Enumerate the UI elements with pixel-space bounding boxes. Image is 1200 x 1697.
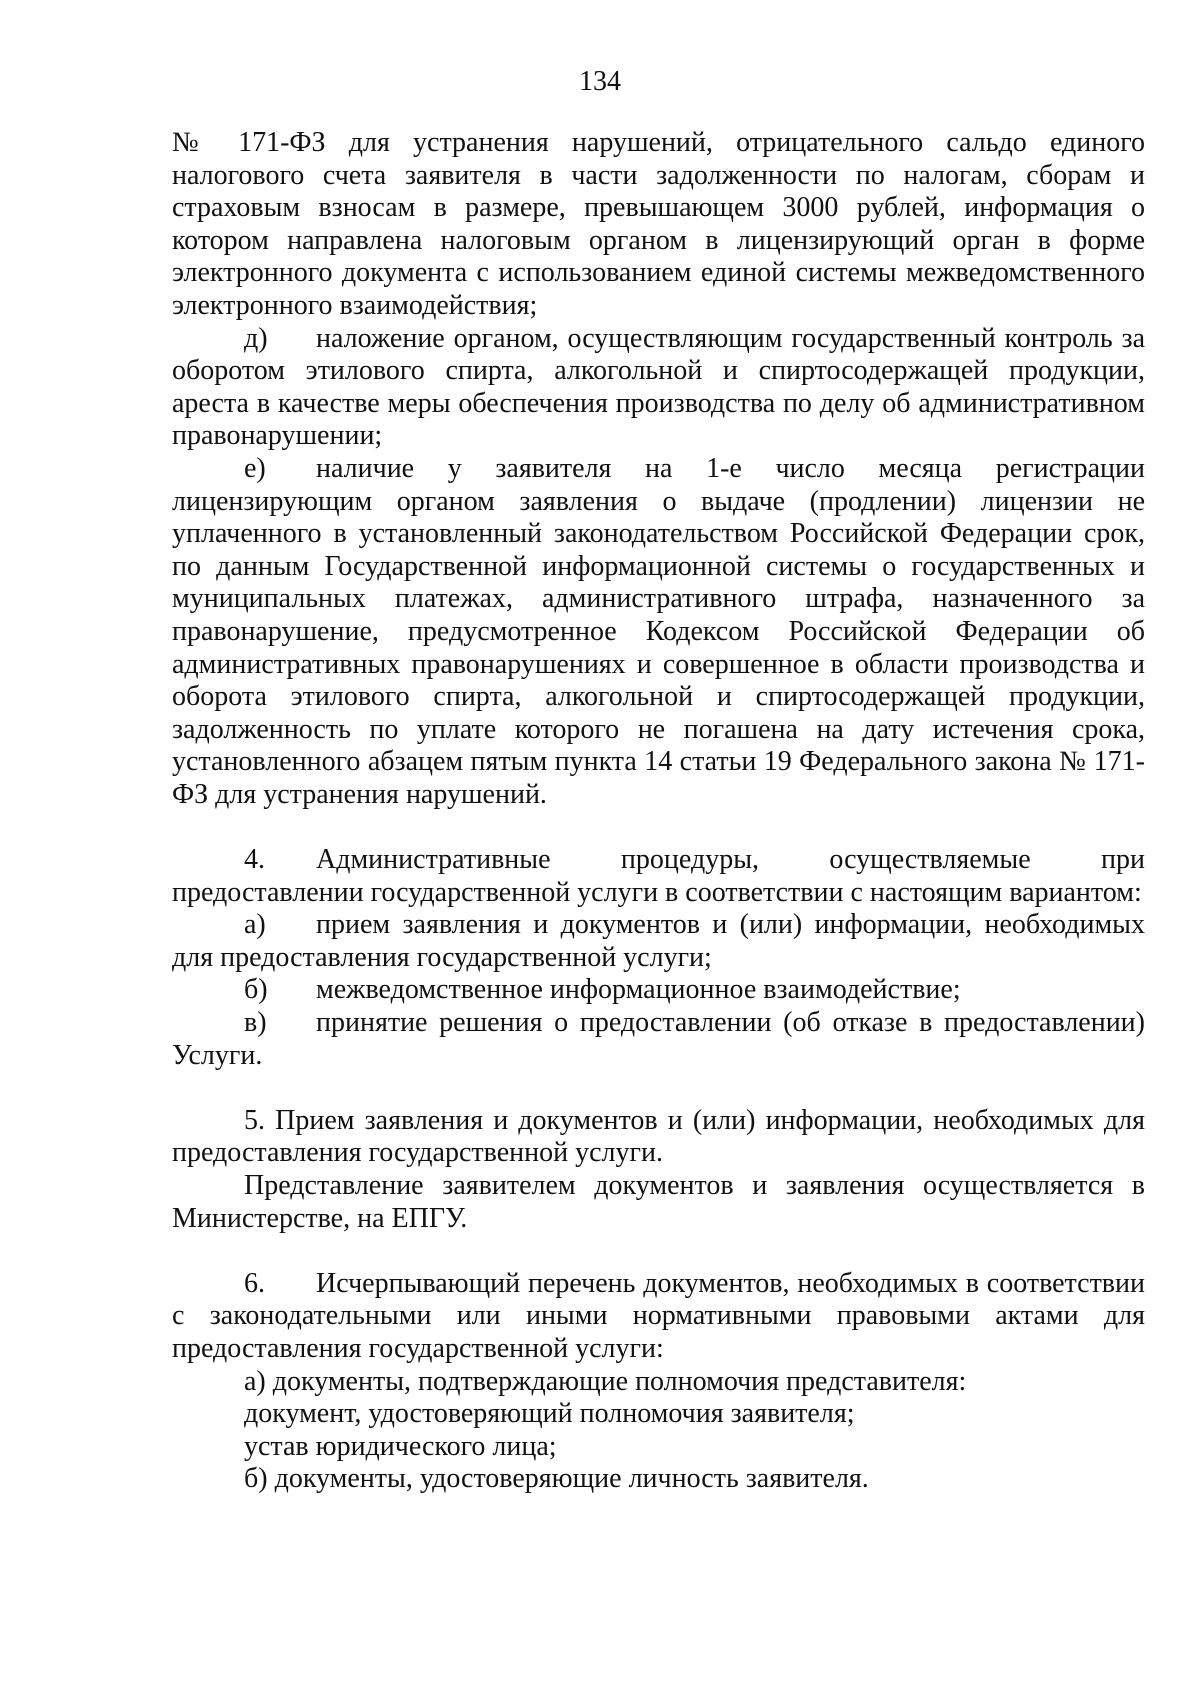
section-number: 6. <box>244 1267 265 1299</box>
item-text: межведомственное информационное взаимодействие; <box>316 974 961 1006</box>
item-text: прием заявления и документов и (или) информации, необходимых для предоставления государственной услуги; <box>172 909 1145 973</box>
section-text: Административные процедуры, осуществляемые при предоставлении государственной услуги в соответствии с настоящим вариантом: <box>172 844 1145 908</box>
section-6-heading <box>172 1268 1145 1366</box>
paragraph-submission: Представление заявителем документов и заявления осуществляется в Министерстве, на ЕПГУ. <box>172 1170 1145 1234</box>
section-number: 4. <box>244 844 265 876</box>
section-4-heading <box>172 844 1145 909</box>
item-marker: б) <box>244 974 268 1006</box>
paragraph-item-b <box>172 974 1145 1007</box>
page-number: 134 <box>579 66 621 97</box>
item-marker: д) <box>244 322 268 354</box>
section-5-heading: 5. Прием заявления и документов и (или) информации, необходимых для предоставления государственной услуги. <box>172 1104 1145 1169</box>
paragraph-item-a <box>172 909 1145 974</box>
item-marker: в) <box>244 1007 267 1039</box>
item-marker: а) <box>244 909 266 941</box>
paragraph-item-e <box>172 453 1145 812</box>
item-text: наличие у заявителя на 1-е число месяца регистрации лицензирующим органом заявления о выдаче (продлении) лицензии не уплаченного в установленный законодательством Российской Федерации срок, по данным Государственной информационной системы о государственных и муниципальных платежах, административного штрафа, назначенного за правонарушение, предусмотренное Кодексом Российской Федерации об административных правонарушениях и совершенное в области производства и оборота этилового спирта, алкогольной и спиртосодержащей продукции, задолженность по уплате которого не погашена на дату истечения срока, установленного абзацем пятым пункта 14 статьи 19 Федерального закона № 171-ФЗ для устранения нарушений. <box>172 452 1145 810</box>
list-line-authority-doc: документ, удостоверяющий полномочия заявителя; <box>244 1398 855 1430</box>
list-line-charter: устав юридического лица; <box>244 1430 557 1462</box>
paragraph-gap <box>172 1235 1145 1268</box>
item-text: наложение органом, осуществляющим государственный контроль за оборотом этилового спирта, алкогольной и спиртосодержащей продукции, ареста в качестве меры обеспечения производства по делу об административном правонарушении; <box>172 322 1145 452</box>
document-body <box>172 127 1145 1496</box>
paragraph-item-v <box>172 1007 1145 1072</box>
list-line-b: б) документы, удостоверяющие личность заявителя. <box>244 1463 869 1495</box>
paragraph-gap <box>172 1072 1145 1105</box>
item-marker: е) <box>244 452 266 484</box>
item-text: принятие решения о предоставлении (об отказе в предоставлении) Услуги. <box>172 1007 1145 1071</box>
paragraph-continuation: № 171-ФЗ для устранения нарушений, отрицательного сальдо единого налогового счета заявителя в части задолженности по налогам, сборам и страховым взносам в размере, превышающем 3000 рублей, информация о котором направлена налоговым органом в лицензирующий орган в форме электронного документа с использованием единой системы межведомственного электронного взаимодействия; <box>172 127 1145 321</box>
list-line-a: а) документы, подтверждающие полномочия представителя: <box>244 1365 967 1397</box>
paragraph-item-d <box>172 323 1145 453</box>
section-text: Исчерпывающий перечень документов, необходимых в соответствии с законодательными или иными нормативными правовыми актами для предоставления государственной услуги: <box>172 1267 1145 1364</box>
paragraph-gap <box>172 811 1145 844</box>
